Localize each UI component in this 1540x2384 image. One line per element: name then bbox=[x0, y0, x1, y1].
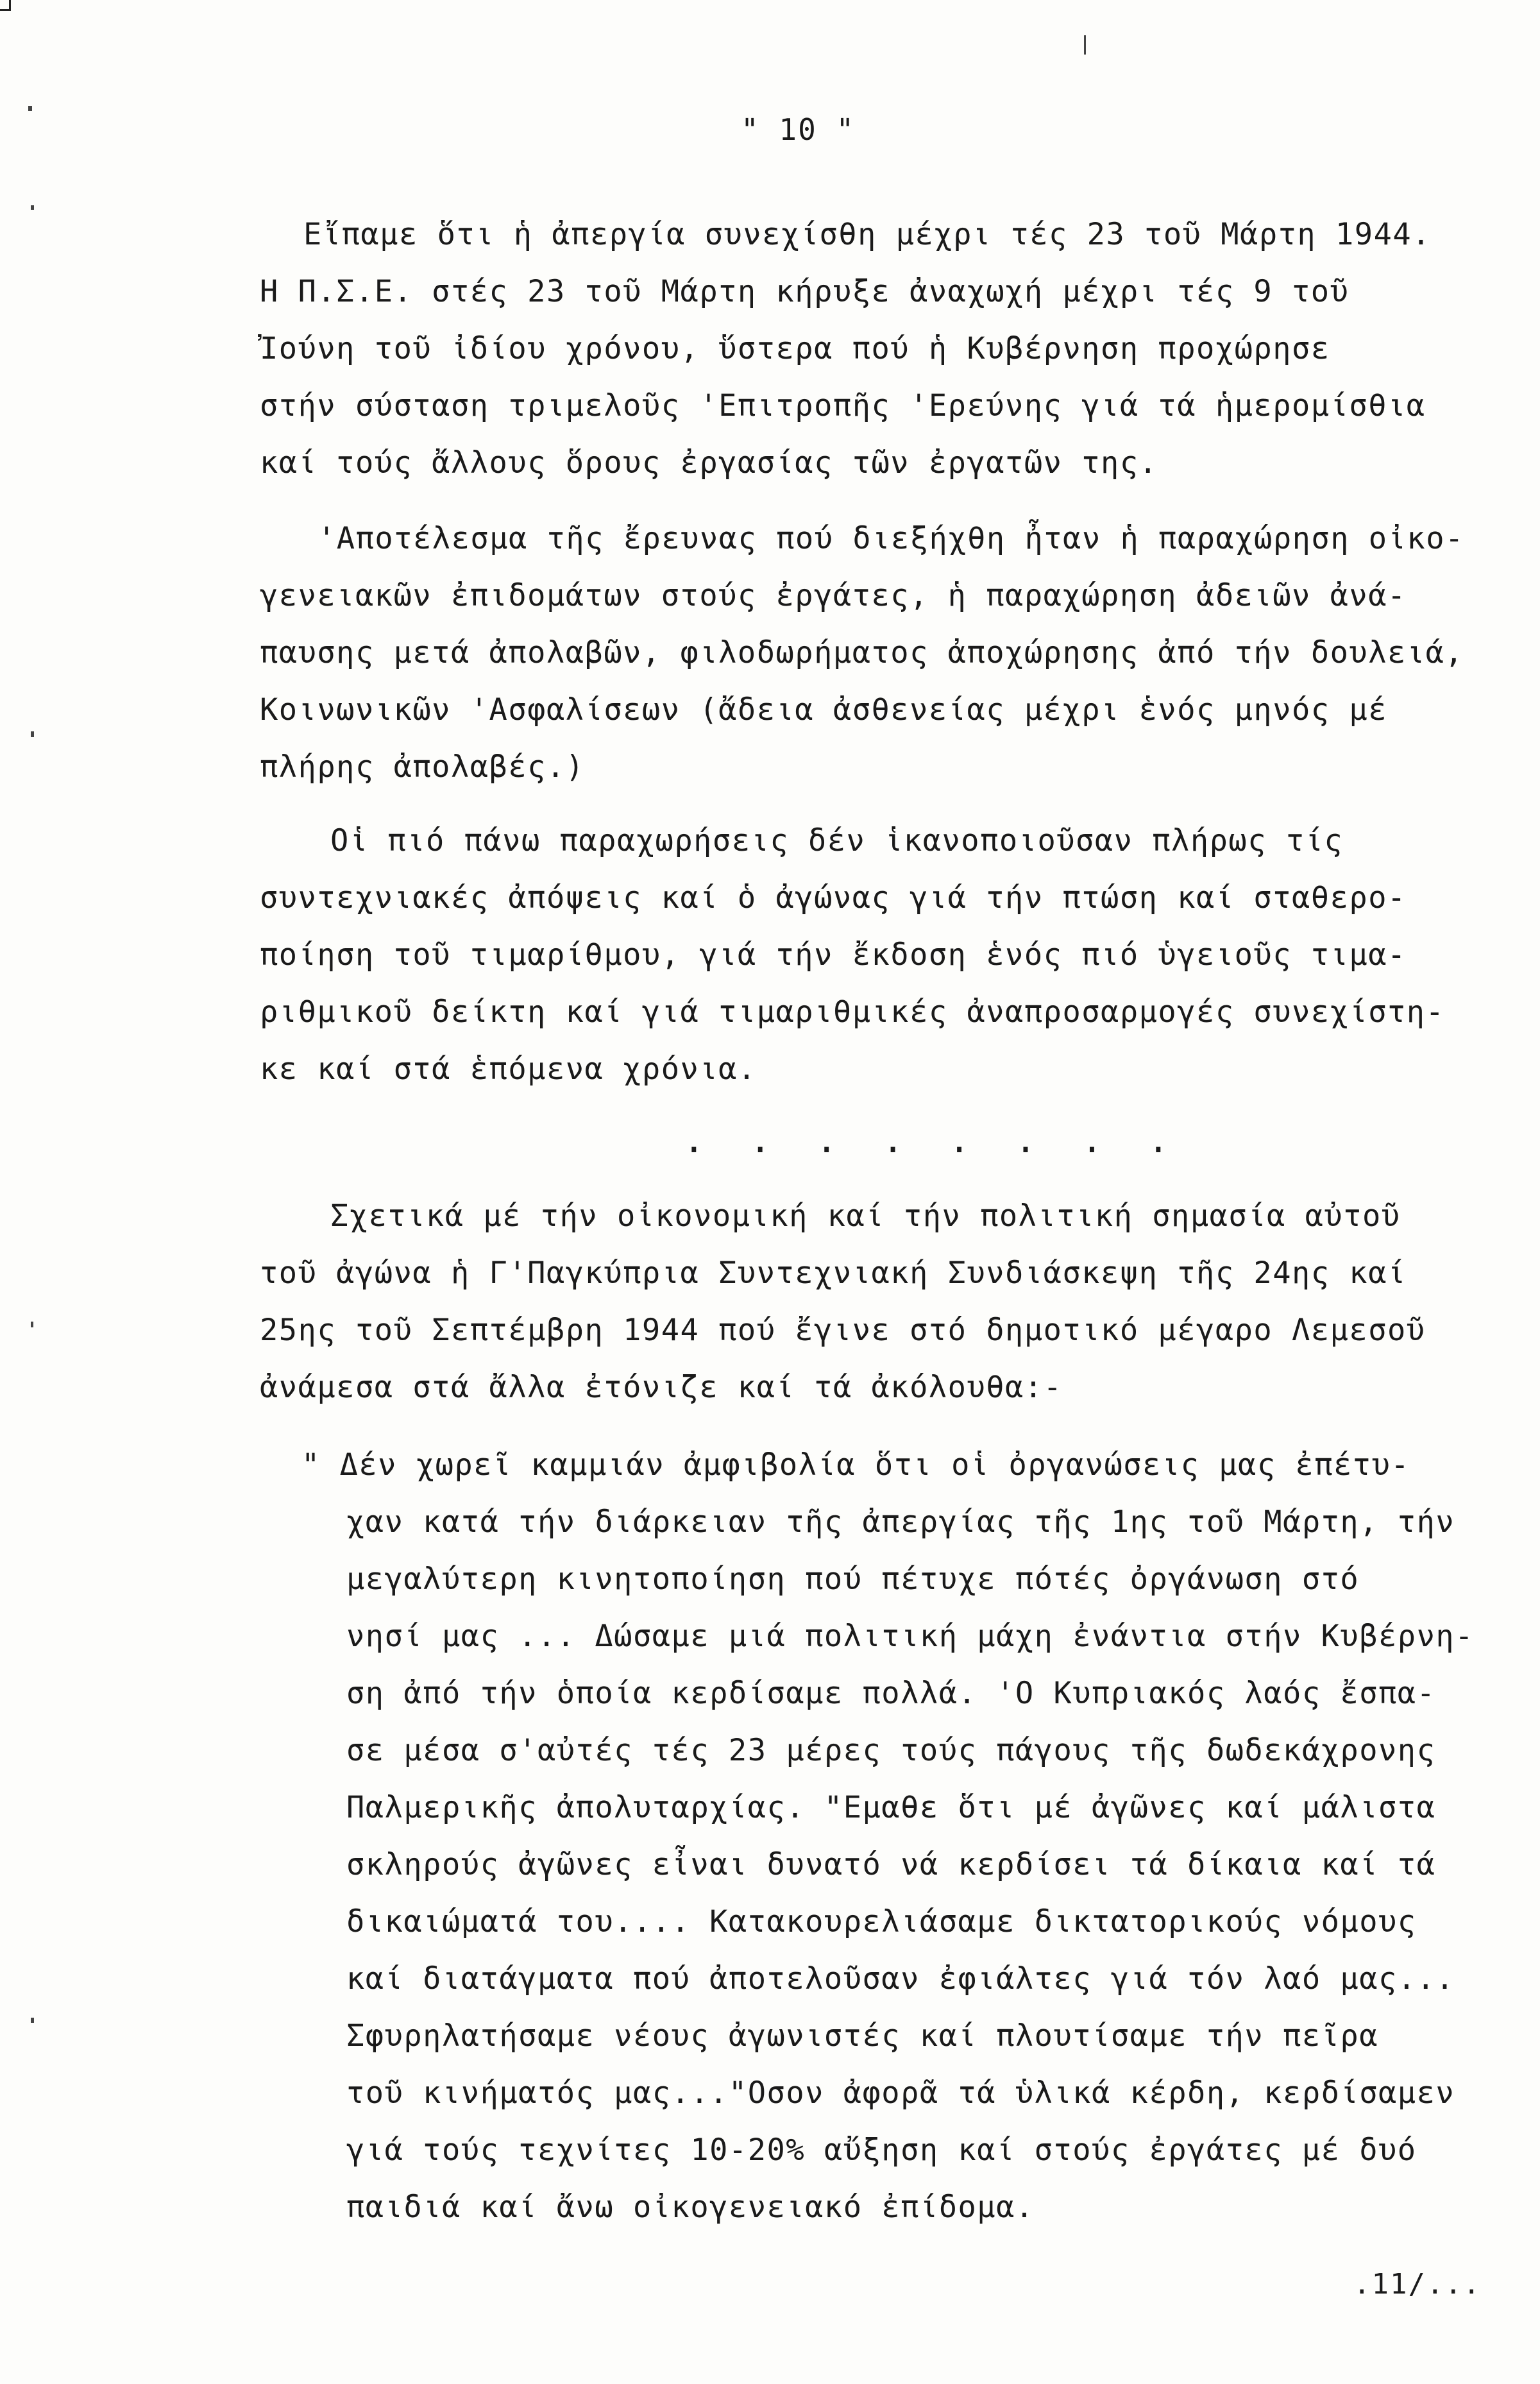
text-line: καί τούς ἄλλους ὅρους ἐργασίας τῶν ἐργατῶν της. bbox=[260, 445, 1158, 481]
text-line: ἀνάμεσα στά ἄλλα ἐτόνιζε καί τά ἀκόλουθα:- bbox=[260, 1370, 1063, 1405]
text-line: νησί μας ... Δώσαμε μιά πολιτική μάχη ἐνάντια στήν Κυβέρνη- bbox=[346, 1619, 1474, 1654]
text-line: σε μέσα σ'αὐτές τές 23 μέρες τούς πάγους τῆς δωδεκάχρονης bbox=[346, 1733, 1436, 1768]
text-line: Ἰούνη τοῦ ἰδίου χρόνου, ὕστερα πού ἡ Κυβέρνηση προχώρησε bbox=[260, 331, 1330, 366]
text-line: ποίηση τοῦ τιμαρίθμου, γιά τήν ἔκδοση ἑνός πιό ὑγειοῦς τιμα- bbox=[260, 937, 1407, 973]
text-line: Εἴπαμε ὅτι ἡ ἀπεργία συνεχίσθη μέχρι τές 23 τοῦ Μάρτη 1944. bbox=[303, 217, 1431, 252]
text-line: πλήρης ἀπολαβές.) bbox=[260, 749, 585, 785]
text-line: κε καί στά ἑπόμενα χρόνια. bbox=[260, 1052, 757, 1087]
text-line: τοῦ ἀγώνα ἡ Γ'Παγκύπρια Συντεχνιακή Συνδιάσκεψη τῆς 24ης καί bbox=[260, 1256, 1407, 1291]
text-line: καί διατάγματα πού ἀποτελοῦσαν ἐφιάλτες γιά τόν λαό μας... bbox=[346, 1961, 1455, 1997]
text-line: δικαιώματά του.... Κατακουρελιάσαμε δικτατορικούς νόμους bbox=[346, 1904, 1417, 1939]
scan-speck bbox=[31, 2018, 34, 2023]
text-line: Σχετικά μέ τήν οἰκονομική καί τήν πολιτική σημασία αὐτοῦ bbox=[330, 1198, 1401, 1234]
scan-speck bbox=[31, 205, 34, 210]
text-line: Κοινωνικῶν 'Ασφαλίσεων (ἄδεια ἀσθενείας μέχρι ἑνός μηνός μέ bbox=[260, 692, 1387, 728]
scan-speck bbox=[31, 1322, 33, 1327]
text-line: Οἱ πιό πάνω παραχωρήσεις δέν ἱκανοποιοῦσαν πλήρως τίς bbox=[330, 823, 1344, 858]
text-line: ριθμικοῦ δείκτη καί γιά τιμαριθμικές ἀναπροσαρμογές συνεχίστη- bbox=[260, 994, 1445, 1030]
text-line: συντεχνιακές ἀπόψεις καί ὁ ἀγώνας γιά τήν πτώση καί σταθερο- bbox=[260, 880, 1407, 915]
text-line: 'Αποτέλεσμα τῆς ἔρευνας πού διεξήχθη ἦταν ἡ παραχώρηση οἰκο- bbox=[317, 521, 1464, 556]
scan-speck bbox=[28, 106, 32, 111]
text-line: ση ἀπό τήν ὁποία κερδίσαμε πολλά. 'Ο Κυπριακός λαός ἔσπα- bbox=[346, 1676, 1436, 1711]
page-number: " 10 " bbox=[741, 112, 856, 147]
text-line: μεγαλύτερη κινητοποίηση πού πέτυχε πότές ὀργάνωση στό bbox=[346, 1562, 1360, 1597]
text-line: " Δέν χωρεῖ καμμιάν ἀμφιβολία ὅτι οἱ ὀργανώσεις μας ἐπέτυ- bbox=[301, 1447, 1410, 1483]
text-line: τοῦ κινήματός μας..."Οσον ἀφορᾶ τά ὑλικά κέρδη, κερδίσαμεν bbox=[346, 2075, 1455, 2111]
text-line: γενειακῶν ἐπιδομάτων στούς ἐργάτες, ἡ παραχώρηση ἀδειῶν ἀνά- bbox=[260, 578, 1407, 613]
text-line: σκληρούς ἀγῶνες εἶναι δυνατό νά κερδίσει τά δίκαια καί τά bbox=[346, 1847, 1436, 1882]
scan-speck bbox=[1084, 35, 1086, 55]
text-line: γιά τούς τεχνίτες 10-20% αὔξηση καί στούς ἐργάτες μέ δυό bbox=[346, 2133, 1417, 2168]
text-line: Η Π.Σ.Ε. στές 23 τοῦ Μάρτη κήρυξε ἀναχωχή μέχρι τές 9 τοῦ bbox=[260, 274, 1350, 309]
text-line: στήν σύσταση τριμελοῦς 'Επιτροπῆς 'Ερεύνης γιά τά ἡμερομίσθια bbox=[260, 388, 1426, 423]
text-line: 25ης τοῦ Σεπτέμβρη 1944 πού ἔγινε στό δημοτικό μέγαρο Λεμεσοῦ bbox=[260, 1313, 1426, 1348]
text-line: Παλμερικῆς ἀπολυταρχίας. "Εμαθε ὅτι μέ ἀγῶνες καί μάλιστα bbox=[346, 1790, 1436, 1825]
text-line: Σφυρηλατήσαμε νέους ἀγωνιστές καί πλουτίσαμε τήν πεῖρα bbox=[346, 2018, 1379, 2054]
continuation-marker: .11/... bbox=[1353, 2268, 1482, 2301]
text-line: χαν κατά τήν διάρκειαν τῆς ἀπεργίας τῆς 1ης τοῦ Μάρτη, τήν bbox=[346, 1504, 1455, 1540]
scan-corner-mark bbox=[0, 0, 11, 11]
text-line: παιδιά καί ἄνω οἰκογενειακό ἐπίδομα. bbox=[346, 2190, 1035, 2225]
text-line: παυσης μετά ἀπολαβῶν, φιλοδωρήματος ἀποχώρησης ἀπό τήν δουλειά, bbox=[260, 635, 1464, 670]
section-separator: . . . . . . . . bbox=[683, 1120, 1181, 1161]
scan-speck bbox=[31, 731, 34, 737]
